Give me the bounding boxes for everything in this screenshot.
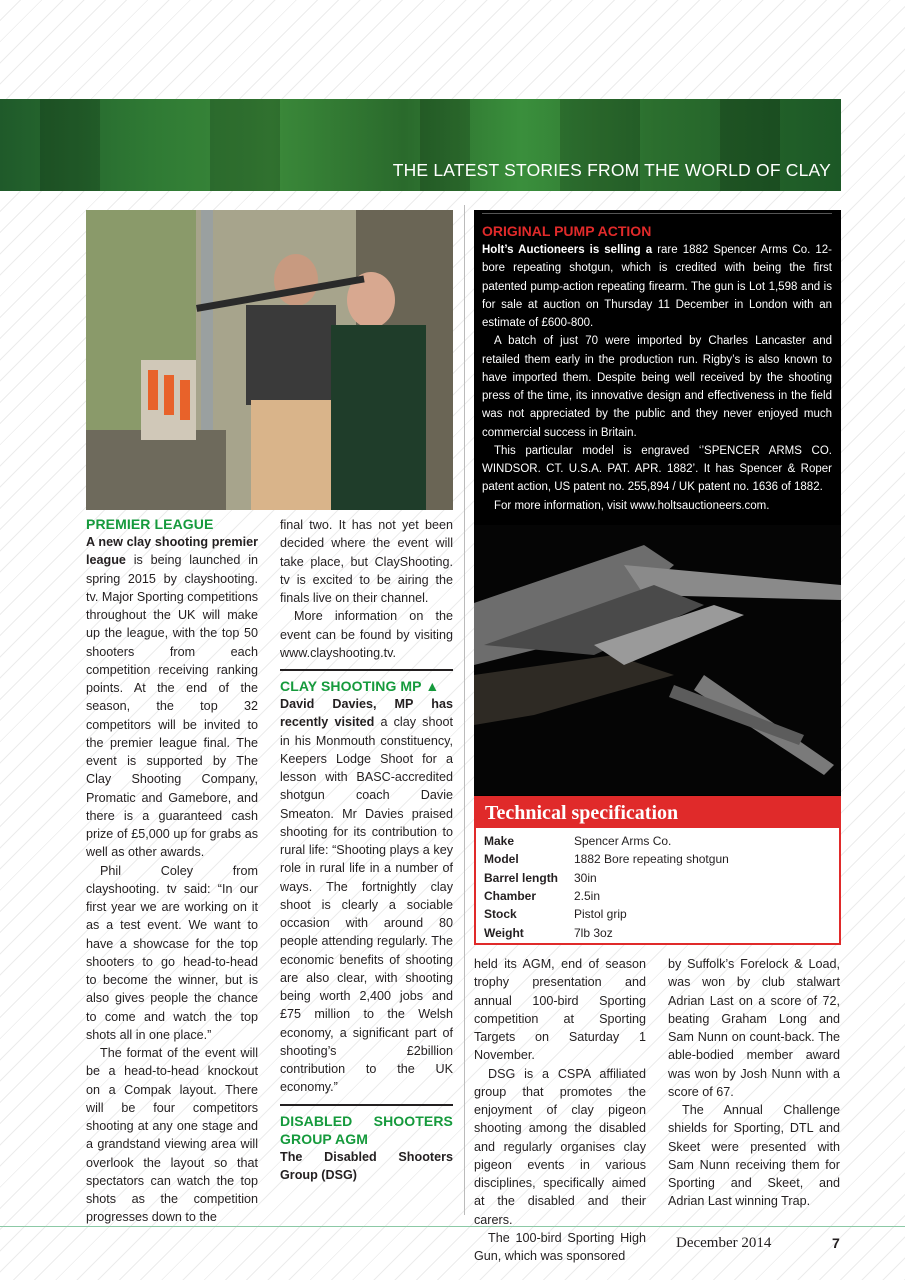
banner-photo-strip <box>210 99 280 191</box>
shotgun-illustration <box>474 525 841 795</box>
shooters-photo-illustration <box>86 210 453 510</box>
disabled-column-4 <box>668 955 840 1211</box>
table-row <box>484 832 729 850</box>
mp-body-1: a clay shoot in his Monmouth constituency, Keepers Lodge Shoot for a lesson with BASC-accredited shotgun coach Davie Smeaton. Mr Davies praised shooting for its contribution to rural life: “Shooting plays a key role in rural life in a number of ways. The fortnightly clay shoot is clearly a sociable occasion with around 80 people attending regularly. The economic benefits of shooting are also clear, with shooting being worth 2,400 jobs and £75 million to the Welsh economy, a significant part of shooting’s £2billion contribution to the UK economy.” <box>280 715 453 1095</box>
table-row <box>484 905 729 923</box>
technical-spec-table <box>484 832 729 942</box>
page-number: 7 <box>832 1235 840 1251</box>
spec-key: Stock <box>484 907 517 922</box>
spec-key: Make <box>484 834 515 849</box>
premier-body-2: Phil Coley from clayshooting. tv said: “In our first year we are working on it as a test event. We want to have a showcase for the top shooters to go head-to-head to become the winner, but is also gives people the chance to come and watch the top shots all in one place.” <box>86 863 258 1042</box>
clay-shooting-mp-heading-text: CLAY SHOOTING MP <box>280 678 422 694</box>
disabled-shooters-heading: DISABLED SHOOTERS GROUP AGM <box>280 1112 453 1147</box>
mp-lead: David Davies, MP has recently visited <box>280 697 453 730</box>
pump-body-4: For more information, visit www.holtsauctioneers.com. <box>494 499 770 512</box>
spec-key: Model <box>484 852 519 867</box>
shooters-photo <box>86 210 453 510</box>
premier-body-3: The format of the event will be a head-to-head knockout on a Compak layout. There will be four competitors shooting at any one stage and a grandstand viewing area will overlook the layout so that spectators can watch the top shots as the competition progresses down to the <box>86 1046 258 1225</box>
spec-value: Pistol grip <box>574 907 627 922</box>
spec-key: Chamber <box>484 889 537 904</box>
spec-value: 30in <box>574 870 597 885</box>
section-divider <box>280 669 453 671</box>
up-arrow-icon: ▲ <box>425 678 440 694</box>
premier-league-heading: PREMIER LEAGUE <box>86 516 214 532</box>
pump-body-2: A batch of just 70 were imported by Charles Lancaster and retailed them early in the production run. Rigby’s is also known to have imported them. Despite being well received by the shooting press of the time, its innovative design and effectiveness in the field was not appreciated by the public and they never enjoyed much commercial success in Britain. <box>482 335 832 439</box>
column-2 <box>280 516 453 1184</box>
table-row <box>484 869 729 887</box>
pump-body-3: This particular model is engraved ‘’SPENCER ARMS CO. WINDSOR. CT. U.S.A. PAT. APR. 1882’. It has Spencer & Roper patent action, US patent no. 255,894 / UK patent no. 1636 of 1882. <box>482 444 832 494</box>
disabled-body-2: DSG is a CSPA affiliated group that promotes the enjoyment of clay pigeon shooting among the disabled and regularly organises clay pigeon events in various disciplines, specifically aimed at the disabled and their carers. <box>474 1066 646 1227</box>
pump-lead: Holt’s Auctioneers is selling a <box>482 244 653 256</box>
spec-value: Spencer Arms Co. <box>574 834 672 849</box>
spec-key: Barrel length <box>484 870 559 885</box>
column-divider <box>464 205 465 1215</box>
premier-league-column-1 <box>86 515 258 1227</box>
banner-photo-strip <box>40 99 100 191</box>
clay-shooting-mp-heading <box>280 677 453 695</box>
disabled-body-5: The Annual Challenge shields for Sporting, DTL and Skeet were presented with Sam Nunn receiving them for Sporting and Skeet, and Adrian Last winning Trap. <box>668 1103 840 1209</box>
banner-title: THE LATEST STORIES FROM THE WORLD OF CLAY <box>392 160 831 180</box>
spec-value: 1882 Bore repeating shotgun <box>574 852 729 867</box>
disabled-column-3 <box>474 955 646 1265</box>
header-banner <box>0 99 841 191</box>
disabled-body-4: by Suffolk’s Forelock & Load, was won by club stalwart Adrian Last on a score of 72, beating Graham Long and Sam Nunn on count-back. The able-bodied member award was won by Josh Nunn with a score of 67. <box>668 957 840 1099</box>
spec-value: 7lb 3oz <box>574 925 613 940</box>
technical-spec-box <box>474 796 841 945</box>
footer-rule <box>0 1226 905 1227</box>
premier-lead: A new clay shooting premier league <box>86 535 258 568</box>
panel-top-rule <box>482 213 832 214</box>
spec-value: 2.5in <box>574 889 601 904</box>
premier-body-1: is being launched in spring 2015 by clayshooting. tv. Major Sporting competitions throughout the UK will make up the league, with the top 50 shooters from each competition receiving ranking points. At the end of the season, the top 32 competitors will be invited to the premier league final. The event is supported by The Clay Shooting Company, Promatic and Gamebore, and there is a guaranteed cash prize of £5,000 up for grabs as well as other awards. <box>86 553 258 860</box>
table-row <box>484 923 729 941</box>
pump-action-heading: ORIGINAL PUMP ACTION <box>482 223 652 239</box>
premier-body-4: final two. It has not yet been decided where the event will take place, but ClayShooting. tv is excited to be airing the finals live on their channel. <box>280 518 453 605</box>
table-row <box>484 850 729 868</box>
premier-body-5: More information on the event can be found by visiting www.clayshooting.tv. <box>280 609 453 660</box>
table-row <box>484 887 729 905</box>
pump-action-panel <box>474 210 841 798</box>
pump-body-1: rare 1882 Spencer Arms Co. 12-bore repeating shotgun, which is credited with being the first patented pump-action repeating firearm. The gun is Lot 1,598 and is for sale at auction on Thursday 11 December in London with an estimate of £600-800. <box>482 244 833 329</box>
technical-spec-title: Technical specification <box>476 798 839 828</box>
footer-date: December 2014 <box>676 1235 772 1251</box>
spec-key: Weight <box>484 925 524 940</box>
disabled-body-1: held its AGM, end of season trophy presentation and annual 100-bird Sporting competition at Sporting Targets on Saturday 1 November. <box>474 957 646 1063</box>
disabled-lead: The Disabled Shooters Group (DSG) <box>280 1149 453 1182</box>
section-divider <box>280 1104 453 1106</box>
disabled-body-3: The 100-bird Sporting High Gun, which was sponsored <box>474 1230 646 1263</box>
